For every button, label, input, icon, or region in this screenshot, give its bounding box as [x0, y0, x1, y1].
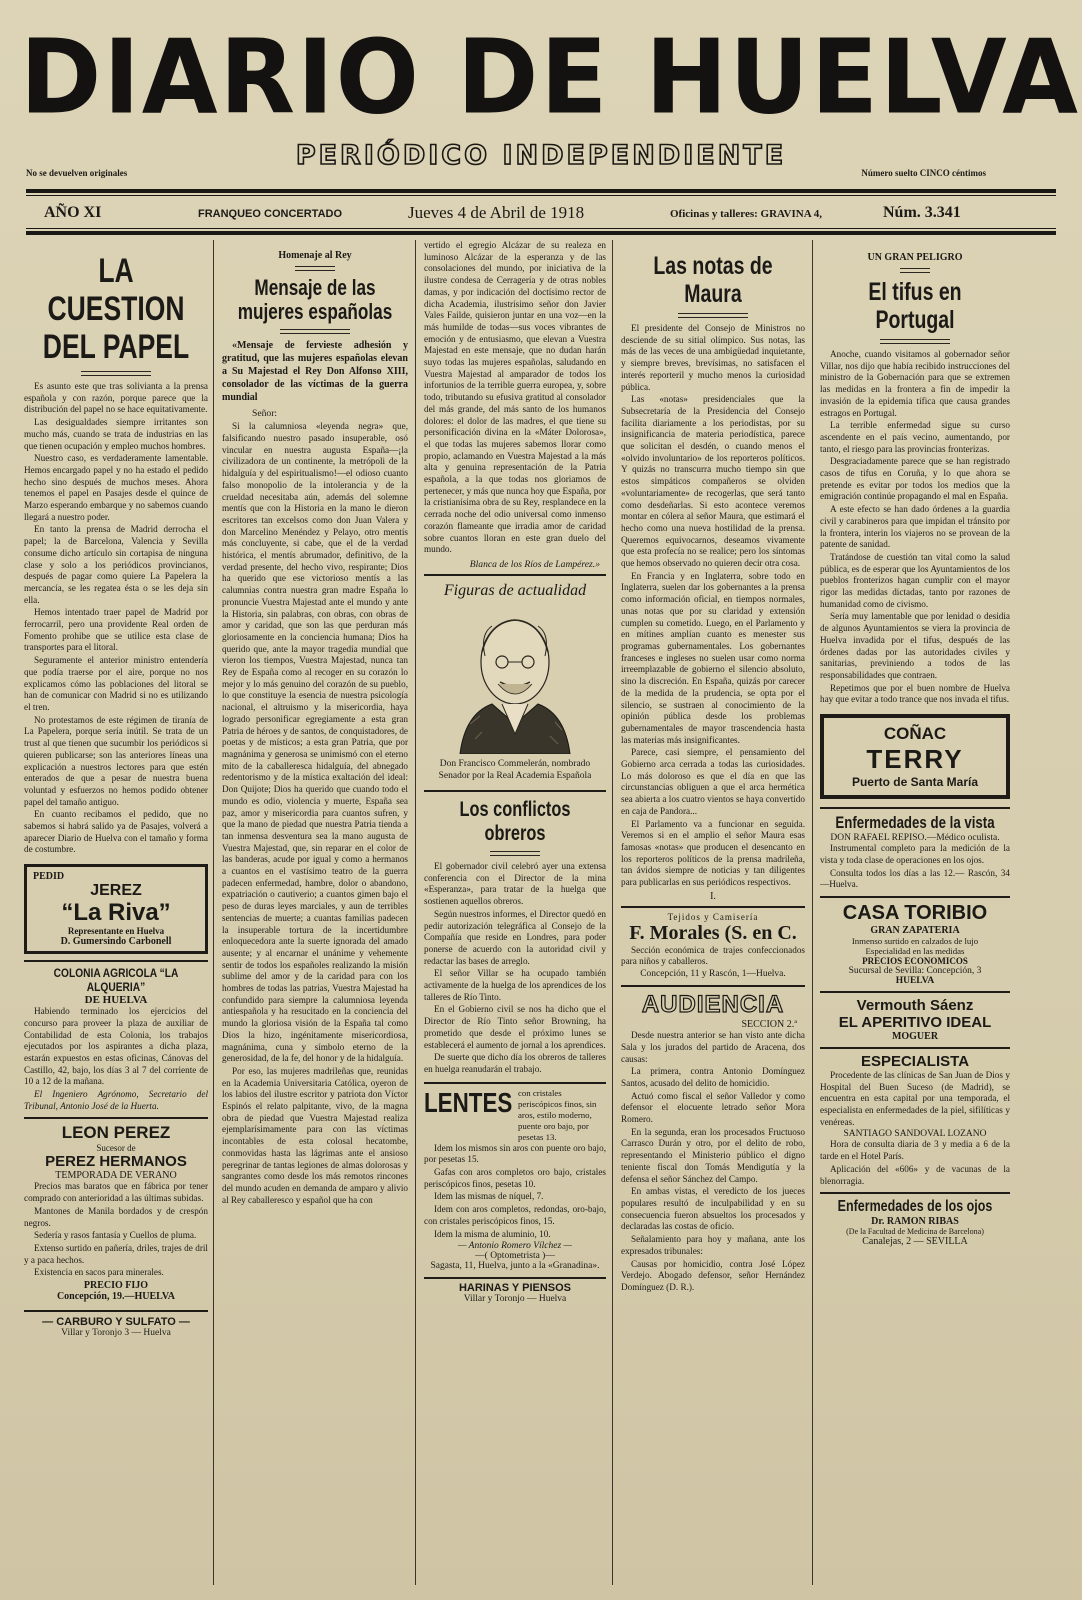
ad-lentes	[424, 1082, 606, 1272]
column-divider	[213, 240, 214, 1585]
ornament	[678, 313, 748, 318]
mensaje-signature: Blanca de los Ríos de Lampérez.»	[469, 558, 600, 570]
column-divider	[612, 240, 613, 1585]
kicker-homenaje: Homenaje al Rey	[278, 250, 352, 261]
especialista-doctor: SANTIAGO SANDOVAL LOZANO	[843, 1129, 987, 1140]
paragraph: En tanto la prensa de Madrid derrocha el papel; la de Barcelona, Valencia y Sevilla consume dicho artículo sin cortapisa de ninguna clase y solo a los periódicos provincianos, después de pagar como quiere La Papelera la mercancía, se les regatea ésta o se les deja sin ella.	[24, 524, 208, 605]
info-bar	[26, 200, 1056, 226]
kicker-peligro: UN GRAN PELIGRO	[867, 252, 963, 263]
newspaper-title: DIARIO DE HUELVA	[20, 18, 1080, 138]
lentes-line: Idem la misma de aluminio, 10.	[434, 1228, 551, 1239]
column-3	[424, 240, 606, 1590]
leon-name: LEON PEREZ	[61, 1123, 171, 1143]
paragraph: Desde nuestra anterior se han visto ante dicha Sala y los jurados del partido de Aracena, dos causas:	[621, 1030, 805, 1064]
paragraph: Actuó como fiscal el señor Valledor y como defensor el elocuente letrado señor Mora Romero.	[621, 1090, 805, 1125]
optician-title: —( Optometrista )—	[475, 1251, 555, 1262]
ornament	[81, 371, 151, 376]
ad-leon-perez	[24, 1117, 208, 1302]
vista-title: Enfermedades de la vista	[835, 813, 995, 833]
paragraph: De suerte que dicho día los obreros de talleres en huelga reanudarán el trabajo.	[424, 1052, 606, 1074]
leon-line: Precios mas baratos que en fábrica por tener comprado con anterioridad a las últimas subidas.	[24, 1181, 208, 1204]
vermouth-title: Vermouth Sáenz	[856, 996, 974, 1014]
column-5	[820, 240, 1010, 1590]
paragraph: Es asunto este que tras solivianta a la prensa española y con razón, porque parece que la distribución del papel no se hace equitativamente.	[24, 381, 208, 415]
especialista-note: Aplicación del «606» y de vacunas de la blenorragia.	[820, 1163, 1010, 1186]
ad-riva-agent: D. Gumersindo Carbonell	[60, 936, 172, 948]
paragraph: El Parlamento va a funcionar en seguida. Veremos si en el amplio el señor Maura esas famosas «notas» que producen el desencanto en los reporteros políticos de la prensa madrileña, tan ávidos siempre de noticias y tan diligentes para publicarlas en sus periódicos respectivos.	[621, 818, 805, 888]
colonia-sub: DE HUELVA	[84, 994, 148, 1007]
notice-colonia	[24, 960, 208, 1112]
ad-morales	[621, 906, 805, 979]
leon-season: TEMPORADA DE VERANO	[55, 1170, 177, 1182]
paragraph: En el Gobierno civil se nos ha dicho que el Director de Río Tinto señor Browning, ha prometido que desde el próximo lunes se establecerá el aumento de jornal a los aprendices.	[424, 1004, 606, 1050]
ad-ojos	[820, 1192, 1010, 1247]
lentes-title: LENTES	[424, 1086, 513, 1118]
ad-jerez: JEREZ	[90, 882, 142, 900]
leon-firm: PEREZ HERMANOS	[45, 1153, 187, 1171]
paragraph: La terrible enfermedad sigue su curso ascendente en el país vecino, aumentando, por tanto, el riesgo para las provincias fronterizas.	[820, 420, 1010, 454]
mensaje-lead: «Mensaje de fervieste adhesión y gratitud, que las mujeres españolas elevan a Su Majestad el Rey Don Alfonso XIII, consolador de las víctimas de la guerra mundial	[222, 340, 408, 403]
article-maura	[621, 323, 805, 889]
paragraph: Según nuestros informes, el Director quedó en pedir autorización telegráfica al Consejo de la Compañía que reside en Londres, para poder ponerse de acuerdo con la autoridad civil y redactar las bases de arreglo.	[424, 908, 606, 966]
lentes-line: Idem con aros completos, redondas, oro-bajo, con cristales periscópicos finos, 15.	[424, 1204, 606, 1226]
especialista-text: Procedente de las clínicas de San Juan de Dios y Hospital del Buen Suceso (de Madrid), se encuentra en esta capital por una temporada, el especialista en enfermedades de la piel, sifilíticas y venéreas.	[820, 1069, 1010, 1127]
maura-signoff: I.	[710, 890, 716, 902]
figuras-section	[424, 574, 606, 782]
ad-la-riva	[24, 864, 208, 954]
issue-number: Núm. 3.341	[883, 204, 961, 221]
paragraph: El señor Villar se ha ocupado también activamente de la huelga de los aprendices de los talleres de Río Tinto.	[424, 968, 606, 1002]
top-rule-thin	[26, 195, 1056, 196]
article-tifus	[820, 349, 1010, 706]
terry-place: Puerto de Santa María	[851, 775, 979, 790]
audiencia-seccion: SECCION 2.ª	[741, 1019, 797, 1031]
leon-price: PRECIO FIJO	[83, 1280, 149, 1292]
paragraph: Por eso, las mujeres madrileñas que, reunidas en la Academia Universitaria Católica, oyeron de los labios del ilustre escritor y patriota don Víctor Espinós el relato palpitante, vivo, de la magna obra de piedad que Vuestra Majestad realiza ejemplarísimamente para con las víctimas incontables de esta colosal hecatombe, conmovidas hasta las lágrimas ante el ansioso peregrinar de tantas legiones de almas dolorosas y sangrantes como desde los más remotos rincones del mundo acuden en demanda de amparo y alivio al Rey caballeresco y español que ha con	[222, 1065, 408, 1205]
ojos-address: Canalejas, 2 — SEVILLA	[862, 1236, 968, 1248]
article-mensaje	[222, 421, 408, 1206]
ad-riva-rep: Representante en Huelva	[67, 926, 165, 937]
optician-address: Sagasta, 11, Huelva, junto a la «Granadina».	[430, 1261, 600, 1272]
leon-line: Extenso surtido en pañería, driles, trajes de dril y a paca hechos.	[24, 1242, 208, 1265]
morales-name: F. Morales (S. en C.	[629, 921, 797, 944]
optician-name: — Antonio Romero Vílchez —	[458, 1241, 572, 1252]
article-mensaje-cont	[424, 240, 606, 556]
issue-date: Jueves 4 de Abril de 1918	[408, 203, 585, 222]
morales-address: Concepción, 11 y Rascón, 1—Huelva.	[640, 969, 786, 980]
lentes-line: Gafas con aros completos oro bajo, cristales periscópicos finos, pesetas 10.	[424, 1167, 606, 1189]
ojos-doctor: Dr. RAMON RIBAS	[871, 1216, 959, 1228]
paragraph: Nuestro caso, es verdaderamente lamentable. Hemos encargado papel y no ha estado el pedido hecho sino después de muchos meses. Ahora tenemos el papel en Pasajes desde el quince de Marzo esperando embarque y no sabemos cuando llegará a nuestro poder.	[24, 453, 208, 522]
colonia-title: COLONIA AGRICOLA “LA ALQUERIA”	[53, 966, 179, 995]
paragraph: Hemos intentado traer papel de Madrid por ferrocarril, pero una providente Real orden de Fomento prohibe que se utilice esta clase de transportes para el litoral.	[24, 607, 208, 653]
paragraph: Parece, casi siempre, el pensamiento del Gobierno arca cerrada a todas las curiosidades. Lo más doloroso es que el día en que las circunstancias obliguen a que el arca hermética sea abierta a los cuatro vientos se haya convertido en caja de Pandora...	[621, 747, 805, 816]
newspaper-subtitle: PERIÓDICO INDEPENDIENTE	[295, 140, 787, 171]
audiencia-title: AUDIENCIA	[641, 991, 785, 1019]
masthead	[20, 18, 1080, 138]
ojos-faculty: (De la Facultad de Medicina de Barcelona)	[846, 1227, 984, 1237]
especialista-hours: Hora de consulta diaria de 3 y media a 6 de la tarde en el Hotel París.	[820, 1139, 1010, 1162]
especialista-title: ESPECIALISTA	[860, 1052, 970, 1070]
headline-mensaje: Mensaje de las mujeres españolas	[237, 275, 393, 324]
ojos-title: Enfermedades de los ojos	[837, 1198, 993, 1216]
portrait-caption: Don Francisco Commelerán, nombrado Senador por la Real Academia Española	[438, 758, 592, 781]
ad-harinas	[424, 1277, 606, 1304]
paragraph: Las desigualdades siempre irritantes son mucho más, cuando se trata de industrias en las que tienen ocupación y empleo muchos hombres.	[24, 417, 208, 451]
column-divider	[812, 240, 813, 1585]
column-1	[24, 240, 208, 1590]
vista-text: Instrumental completo para la medición de la vista y toda clase de operaciones en los ojos.	[820, 843, 1010, 865]
ornament	[280, 329, 350, 334]
toribio-address: Sucursal de Sevilla: Concepción, 3	[848, 965, 982, 976]
vista-doctor: DON RAFAEL REPISO.—Médico oculista.	[830, 833, 1000, 844]
toribio-zapateria: GRAN ZAPATERIA	[870, 924, 960, 936]
colonia-text: Habiendo terminado los ejercicios del concurso para proveer la plaza de auxiliar de Contabilidad de esta Colonia, los trabajos ejecutados por los aspirantes a dicha plaza, estarán expuestos en estas oficinas, Cánovas del Castillo, 42, bajo, los días 3 al 7 del corriente de 10 a 12 de la mañana.	[24, 1006, 208, 1087]
conflictos-section	[424, 790, 606, 1076]
ad-especialista	[820, 1047, 1010, 1187]
paragraph: El presidente del Consejo de Ministros no desciende de su sitial olímpico. Sus notas, las más de las veces de una ambigüedad inquietante, y siempre breves, brevísimas, no satisfacen el interés reporteril y mucho menos la curiosidad pública.	[621, 323, 805, 392]
ad-pedid: PEDID	[33, 871, 65, 883]
paragraph: Las «notas» presidenciales que la Subsecretaría de la Presidencia del Consejo facilita diariamente a los periodistas, por su insignificancia de materia periodística, parece que solicitan el desdén, o cuando menos el «olvido involuntario» de los reporteros políticos. Y quizás no transcurra mucho tiempo sin que estos simpáticos compañeros se olviden «voluntariamente» de recogerlas, que será tanto como desdeñarlas. Si esto acontece veremos montar en cólera al señor Maura, que estimará el hecho como una nueva hostilidad de la prensa. Queremos equivocarnos, deseamos vivamente que esta profecía no se realice; pero los síntomas que hemos observado no quieren decir otra cosa.	[621, 394, 805, 569]
paragraph: Repetimos que por el buen nombre de Huelva hay que evitar a todo trance que nos invada el tifus.	[820, 682, 1010, 705]
toribio-spec: Especialidad en las medidas	[865, 945, 965, 956]
paragraph: Sería muy lamentable que por lenidad o desidia de algunos Ayuntamientos se viera la provincia de Huelva invadida por el tifus, después de las órdenes dadas por las autoridades civiles y sanitarias, previniendo a todos de las responsabilidades que contraen.	[820, 611, 1010, 680]
portrait-illustration	[430, 604, 600, 754]
paragraph: En Francia y en Inglaterra, sobre todo en Inglaterra, suelen dar los gobernantes a la prensa como información oficial, en tiempos normales, unas notas que por su claridad y extensión cumplen su cometido. Luego, en el Parlamento y en mítines amplían cuanto es menester sus programas gubernamentales. Los gobernantes franceses e ingleses no suelen usar como norma irreemplazable de gobierno el silencio absoluto, sino la discreción. En España, quizás por carecer de la medida de la prudencia, se opta por el silencio, se sustraen al conocimiento de la opinión pública desde los problemas gubernamentales de mayor trascendencia hasta las materias más insignificantes.	[621, 570, 805, 745]
column-2	[222, 240, 408, 1590]
audiencia-section	[621, 985, 805, 1293]
lentes-line: Idem las mismas de níquel, 7.	[434, 1191, 544, 1202]
lentes-line: Idem los mismos sin aros con puente oro bajo, por pesetas 15.	[424, 1142, 606, 1165]
toribio-city: HUELVA	[895, 975, 935, 986]
headline-paper: LA CUESTION DEL PAPEL	[42, 252, 190, 366]
vermouth-aperitivo: EL APERITIVO IDEAL	[838, 1013, 992, 1031]
paragraph: Señalamiento para hoy y mañana, ante los expresados tribunales:	[621, 1234, 805, 1256]
leon-address: Concepción, 19.—HUELVA	[56, 1291, 176, 1303]
leon-succ: Sucesor de	[96, 1143, 136, 1154]
headline-tifus: El tifus en Portugal	[868, 278, 962, 334]
ad-vista	[820, 807, 1010, 891]
conac-label: COÑAC	[883, 724, 947, 744]
paragraph: A este efecto se han dado órdenes a la guardia civil y carabineros para que impidan el tránsito por la frontera, interin los viajeros no se provean de la patente de sanidad.	[820, 504, 1010, 550]
leon-line: Mantones de Manila bordados y de crespón negros.	[24, 1205, 208, 1228]
vista-hours: Consulta todos los días a las 12.— Rascón, 34 —Huelva.	[820, 867, 1010, 890]
ad-toribio	[820, 896, 1010, 986]
column-divider	[415, 240, 416, 1585]
colonia-sign: El Ingeniero Agrónomo, Secretario del Tribunal, Antonio José de la Huerta.	[24, 1089, 208, 1111]
toribio-text: Inmenso surtido en calzados de lujo	[851, 935, 979, 946]
toribio-prices: PRECIOS ECONOMICOS	[862, 955, 968, 966]
figuras-title: Figuras de actualidad	[443, 581, 587, 599]
paragraph: Desgraciadamente parece que se han registrado casos de tifus en Coruña, y lo que ahora se pretende es evitar por todos los medios que la emigración continúe propagando el mal en España.	[820, 456, 1010, 502]
paragraph: Seguramente el anterior ministro entendería que podía traerse por el aire, porque no nos explicamos cómo las poblaciones del litoral se han de comunicar con Madrid si no es utilizando el tren.	[24, 655, 208, 712]
info-rule-thin	[26, 228, 1056, 229]
ad-vermouth	[820, 991, 1010, 1042]
ad-riva-name: “La Riva”	[61, 899, 171, 927]
toribio-title: CASA TORIBIO	[842, 901, 988, 924]
headline-maura: Las notas de Maura	[653, 252, 773, 308]
terry-label: TERRY	[866, 744, 964, 775]
paragraph: En la segunda, eran los procesados Fructuoso Carrasco Durán y otro, por el delito de robo, representando el Ministerio público el digno teniente fiscal don Tomás Mendigutía y la defensa el señor Sánchez del Campo.	[621, 1126, 805, 1184]
morales-text: Sección económica de trajes confeccionados para niños y caballeros.	[621, 944, 805, 967]
info-rule	[26, 231, 1056, 235]
paragraph: vertido el egregio Alcázar de su realeza en luminoso Alcázar de la esperanza y de las consolaciones del mundo, por iniciativa de la ilustre condesa de Cerragería y de otras nobles damas, y por indicación del doctísimo rector de dicha Academia, ilustrísimo señor don Javier Vales Failde, quisieron juntar en una voz—en la más humilde de todas—sus voces vibrantes de emoción y de entusiasmo, que elevan a Vuestra Majestad en este mensaje, que no dudan harán suyo todas las mujeres españolas, saludando en Vuestra Majestad al amparador de todos los infortunios de la terrible guerra europea, y, sobre todo, tributando su efusiva gratitud al consolador del más grande, del más santo de los humanos dolores: el dolor de las madres, el que tiene su personificación divina en la «Máter Dolorosa», el que todas las mujeres sabemos llorar como propio, aclamando en Vuestra Majestad a la más alta y genuina representación de la Patria española, a la que todas nos gloriamos de pertenecer, y más que nunca hoy que España, por la cristianísima obra de su Rey, resplandece en la cerrada noche del odio universal como inmenso corazón flameante que irradia amor de caridad sobre cuantos lloran en este gran duelo del mundo.	[424, 240, 606, 555]
ad-terry	[820, 714, 1010, 799]
paragraph: Tratándose de cuestión tan vital como la salud pública, es de esperar que los Ayuntamientos de los pueblos fronterizos hagan cumplir con el mayor rigor las medidas dictadas, tanto por razones de humanidad como de civismo.	[820, 551, 1010, 609]
franqueo-label: FRANQUEO CONCERTADO	[198, 208, 343, 220]
harinas-address: Villar y Toronjo — Huelva	[463, 1294, 567, 1305]
paragraph: Anoche, cuando visitamos al gobernador señor Villar, nos dijo que había recibido instrucciones del ministro de la Gobernación para que se extremen las medidas en la frontera a fin de impedir la invasión de la epidemia tífica que causa grandes estragos en Portugal.	[820, 349, 1010, 418]
leon-line: Sedería y rasos fantasía y Cuellos de pluma.	[34, 1230, 197, 1241]
note-originals: No se devuelven originales	[26, 168, 128, 178]
column-4	[621, 240, 805, 1590]
ad-carburo-address: Villar y Toronjo 3 — Huelva	[61, 1328, 171, 1339]
paragraph: En ambas vistas, el veredicto de los jueces populares resultó de inculpabilidad y en su consecuencia fueron absueltos los procesados y declaradas las costas de oficio.	[621, 1186, 805, 1232]
note-price: Número suelto CINCO céntimos	[861, 168, 986, 178]
morales-top: Tejidos y Camisería	[667, 911, 759, 922]
ornament	[295, 266, 335, 271]
leon-line: Existencia en sacos para minerales.	[34, 1267, 164, 1278]
paragraph: En cuanto recibamos el pedido, que no sabemos si habrá salido ya de Pasajes, volverá a aparecer Diario de Huelva con el tamaño y forma de costumbre.	[24, 809, 208, 855]
paragraph: La primera, contra Antonio Domínguez Santos, acusado del delito de homicidio.	[621, 1066, 805, 1088]
article-paper	[24, 381, 208, 856]
paragraph: No protestamos de este régimen de tiranía de La Papelera, porque sería inútil. Se trata de un trust al que tienen que sucumbir los periódicos si quieren publicarse; son las anteriores líneas una explicación a nuestros lectores para que estén enterados de que a pesar de nuestra buena voluntad y esfuerzos no hemos podido obtener papel del tamaño antiguo.	[24, 714, 208, 807]
ad-carburo: — CARBURO Y SULFATO —	[24, 1310, 208, 1328]
ornament	[900, 268, 930, 273]
vermouth-moguer: MOGUER	[891, 1030, 939, 1042]
headline-conflictos: Los conflictos obreros	[459, 797, 571, 845]
lentes-note: con cristales periscópicos finos, sin aros, estilo moderno, puente oro bajo, por pesetas 13.	[518, 1087, 597, 1142]
mensaje-salutation: Señor:	[252, 408, 278, 419]
paragraph: Causas por homicidio, contra José López Verdejo. Abogado defensor, señor Hernández Domínguez (D. R.).	[621, 1258, 805, 1292]
top-rule	[26, 189, 1056, 193]
harinas-title: HARINAS Y PIENSOS	[458, 1282, 572, 1295]
year-label: AÑO XI	[44, 204, 102, 221]
paragraph: Si la calumniosa «leyenda negra» que, falsificando nuestro pasado insuperable, osó vincular en nuestra augusta España—¡la civilizadora de un continente, la metrópoli de la hidalguía y del espiritualismo!—el odioso cuanto falso monopolio de la intolerancia y de la crueldad necesitaba aún, además del solemne mentís que con la Historia en la mano le dieron escritores tan excelsos como don Juan Valera y don Marcelino Menéndez y Pelayo, otro mentís más concluyente, si cabe, que el de la verdad histórica, el mentís abrumador, definitivo, de la verdad presente, del hecho vivo, respirante; Dios ha querido que ese victorioso mentís a las calumnias contra nuestra gran madre España lo pronuncie Vuestra Majestad ante el mundo y ante la Historia, sin palabras, con obras, con obras de amor y caridad, que son las que perduran más gloriosamente en la conciencia humana; Dios ha querido que, ante la mayor tragedia mundial que vieron los tiempos, Vuestra Majestad, nunca tan Rey de España como al recoger en su corazón lo mejor y lo más genuino del corazón de su pueblo, lo que constituye la esencia de nuestra psicología nacional, el altruismo y la misericordia, haya logrado personificar egregiamente a esta gran Patria de héroes y de santos, de conquistadores, de poetas y de místicos; a esta gran Patria, que por magnánima y generosa se unimismó con el eterno mito de la caballeresca hidalguía, del abnegado redentorismo y de la mística exaltación del ideal: Don Quijote; Dios ha querido que cuando todo el mundo es odio, violencia y muerte, España sea paz, amor y misericordia para cuantos sufren, y que la mano de piedad que nuestra Patria tienda a tan inmensa desventura sea la mano augusta de Vuestra Majestad, que, sin reparar en el color de las banderas, acude por igual y como a hermanos a cuantos en el vastísimo teatro de la guerra padecen enfermedad, hambre, dolor o abandono, expatriación o cautiverio; a cuantos gimen bajo el peso de duras leyes marciales, y aun de terribles sentencias de muerte; a cuantas familias padecen la insuperable tortura de la incertidumbre enloquecedora ante la suerte ignorada del amado ausente; y al encarnar el unánime y vehemente sentir de todos los españoles realizando la misión sublime del amor y de la caridad para con los hombres de todas las patrias, Vuestra Majestad ha confundido para siempre la calumniosa leyenda antiespañola y ha resucitado en la conciencia del mundo la gloriosa visión de la España tal como Dios la hizo, ingénitamente misericordiosa, magnánima, cuna y símbolo eterno de la generosidad, de la fe, del honor y de la hidalguía.	[222, 421, 408, 1064]
ornament	[880, 339, 950, 344]
ornament	[490, 851, 540, 856]
offices-address: Oficinas y talleres: GRAVINA 4,	[670, 208, 823, 220]
paragraph: El gobernador civil celebró ayer una extensa conferencia con el Director de la mina «Esperanza», para tratar de la huelga que sostienen aquellos obreros.	[424, 860, 606, 907]
